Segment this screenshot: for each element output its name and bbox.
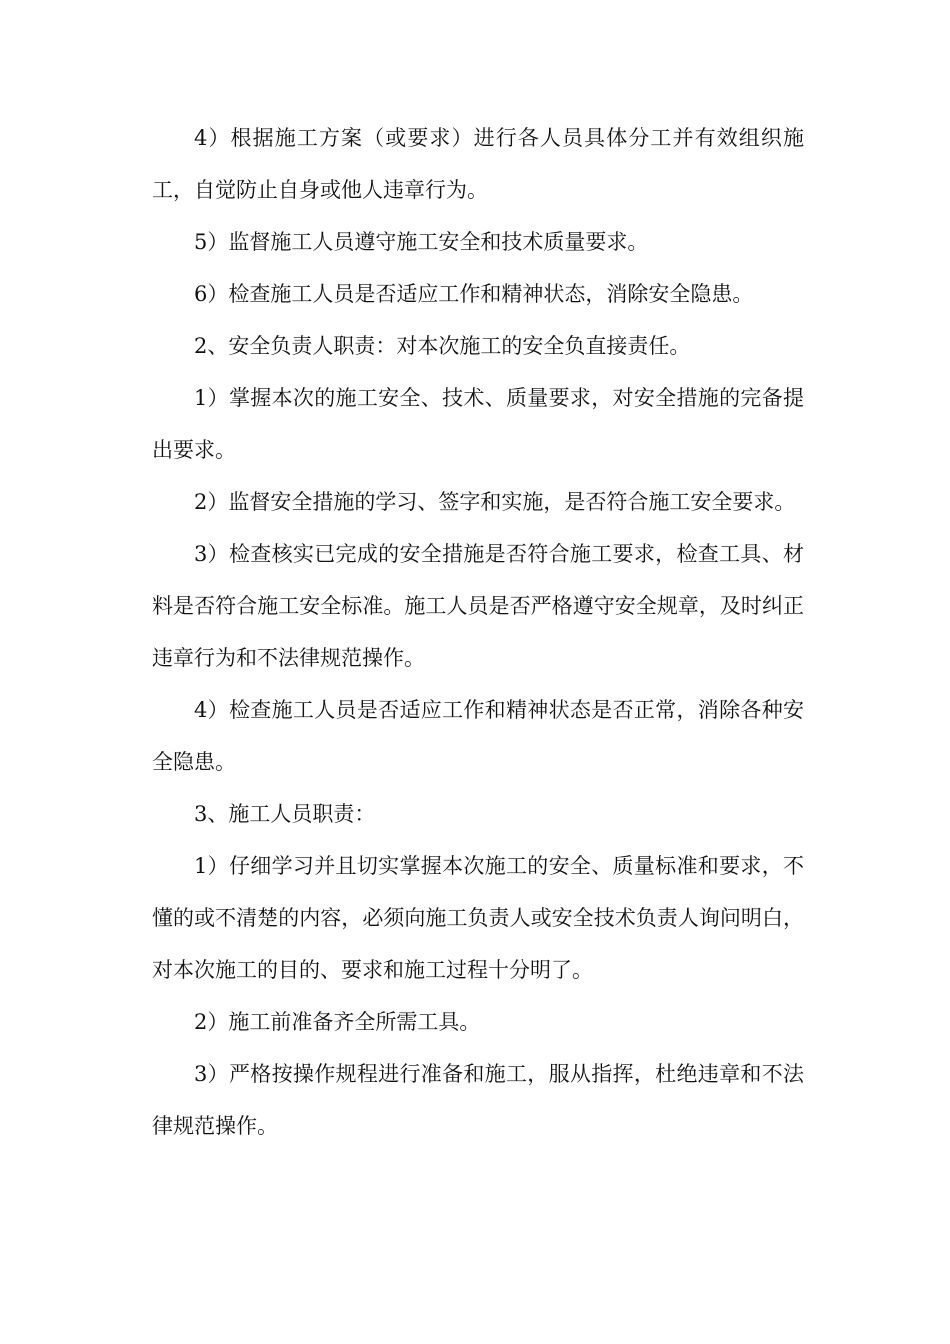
paragraph-team-lead-duty-4: 4）根据施工方案（或要求）进行各人员具体分工并有效组织施工，自觉防止自身或他人违章行为。 — [152, 126, 804, 202]
paragraph-worker-duty-3: 3）严格按操作规程进行准备和施工，服从指挥，杜绝违章和不法律规范操作。 — [152, 1062, 804, 1138]
paragraph-team-lead-duty-5: 5）监督施工人员遵守施工安全和技术质量要求。 — [194, 230, 649, 254]
paragraph-worker-duty-2: 2）施工前准备齐全所需工具。 — [194, 1010, 481, 1034]
paragraph-safety-duty-1: 1）掌握本次的施工安全、技术、质量要求，对安全措施的完备提出要求。 — [152, 386, 804, 462]
section-heading-safety-officer: 2、安全负责人职责：对本次施工的安全负直接责任。 — [194, 334, 691, 358]
document-body — [152, 112, 804, 1152]
paragraph-worker-duty-1: 1）仔细学习并且切实掌握本次施工的安全、质量标准和要求，不懂的或不清楚的内容，必须向施工负责人或安全技术负责人询问明白，对本次施工的目的、要求和施工过程十分明了。 — [152, 854, 804, 982]
section-heading-workers: 3、施工人员职责： — [194, 802, 376, 826]
paragraph-safety-duty-3: 3）检查核实已完成的安全措施是否符合施工要求，检查工具、材料是否符合施工安全标准。施工人员是否严格遵守安全规章，及时纠正违章行为和不法律规范操作。 — [152, 542, 804, 670]
paragraph-safety-duty-4: 4）检查施工人员是否适应工作和精神状态是否正常，消除各种安全隐患。 — [152, 698, 804, 774]
paragraph-safety-duty-2: 2）监督安全措施的学习、签字和实施，是否符合施工安全要求。 — [194, 490, 796, 514]
paragraph-team-lead-duty-6: 6）检查施工人员是否适应工作和精神状态，消除安全隐患。 — [194, 282, 754, 306]
